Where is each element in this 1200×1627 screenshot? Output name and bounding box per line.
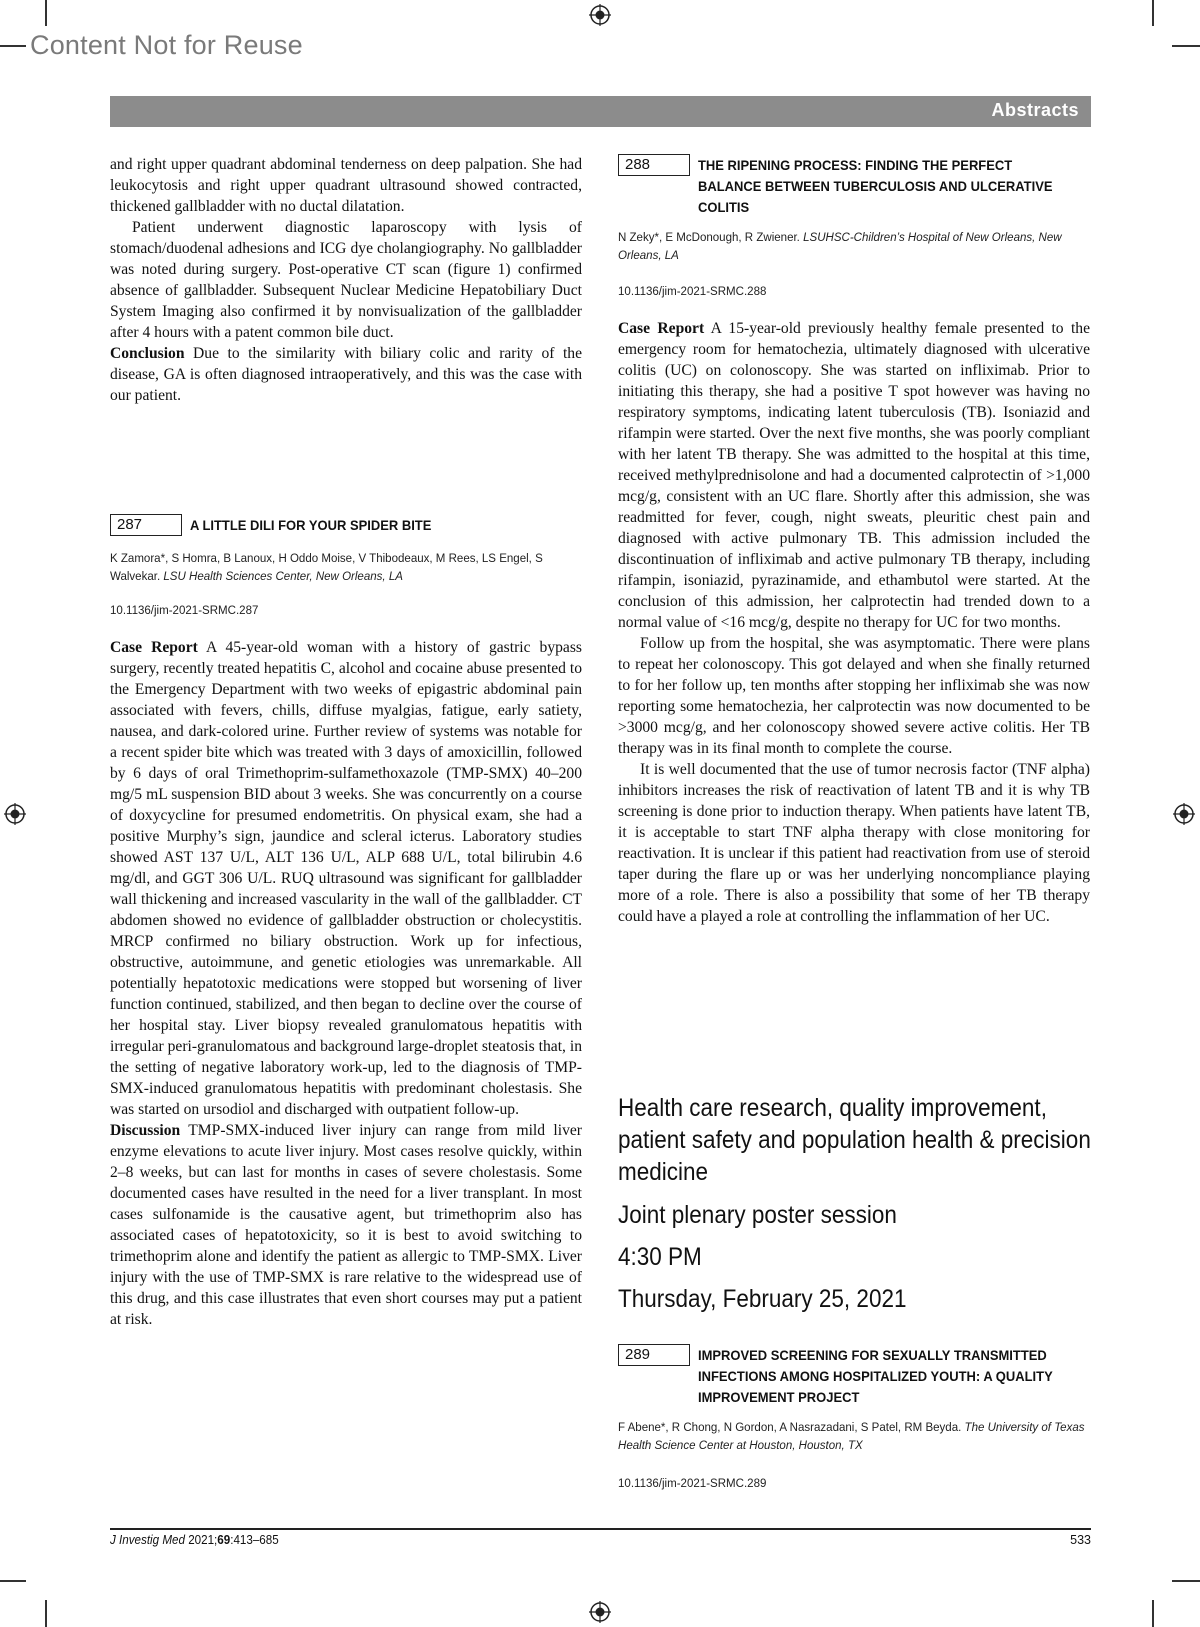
page-number: 533 (1070, 1533, 1091, 1547)
registration-mark-icon (589, 1601, 611, 1623)
abstract-287-body (110, 637, 582, 1330)
author-list: F Abene*, R Chong, N Gordon, A Nasrazadani, S Patel, RM Beyda. (618, 1420, 962, 1434)
session-time-block (618, 1241, 1098, 1273)
author-list: K Zamora*, S Homra, B Lanoux, H Oddo Moise, V Thibodeaux, M Rees, LS Engel, S Walvekar. (110, 551, 543, 583)
watermark: Content Not for Reuse (30, 30, 303, 60)
abstract-289-doi: 10.1136/jim-2021-SRMC.289 (618, 1476, 767, 1490)
journal-name: J Investig Med (110, 1533, 185, 1547)
abstract-title: THE RIPENING PROCESS: FINDING THE PERFECT BALANCE BETWEEN TUBERCULOSIS AND ULCERATIVE COLITIS (698, 158, 1053, 215)
journal-volume: 69 (217, 1533, 231, 1547)
affiliation: LSU Health Sciences Center, New Orleans, LA (163, 569, 403, 583)
author-list: N Zeky*, E McDonough, R Zwiener. (618, 230, 800, 244)
case-report-text: A 15-year-old previously healthy female presented to the emergency room for hematochezia, ultimately diagnosed with ulcerative colitis (UC) on colonoscopy. She was started on infliximab. Prior to initiating this therapy, she had a positive T spot however was having no respiratory symptoms, indicating latent tuberculosis (TB). Isoniazid and rifampin were started. Over the next five months, she was poorly compliant with her latent TB therapy. She was admitted to the hospital at this time, received methylprednisolone and had a documented calprotectin of >1,000 mcg/g, consistent with an UC flare. Shortly after this admission, she was readmitted for fever, cough, night sweats, pleuritic chest pain and diagnosed with active pulmonary TB. This admission included the discontinuation of infliximab and active pulmonary TB therapy, including rifampin, isoniazid, pyrazinamide, and ethambutol were started. At the conclusion of this admission, her calprotectin had trended down to a normal value of <16 mcg/g, despite no therapy for UC for two months. (618, 320, 1090, 631)
crop-mark (1172, 1580, 1200, 1582)
crop-mark (0, 1580, 26, 1582)
session-subtitle: Joint plenary poster session (618, 1201, 897, 1229)
abstract-title: IMPROVED SCREENING FOR SEXUALLY TRANSMITTED INFECTIONS AMONG HOSPITALIZED YOUTH: A QUALITY IMPROVEMENT PROJECT (698, 1348, 1053, 1405)
crop-mark (45, 0, 47, 26)
registration-mark-icon (589, 4, 611, 26)
abstract-number-box: 289 (618, 1344, 690, 1366)
journal-year: 2021; (188, 1533, 218, 1547)
paragraph: It is well documented that the use of tumor necrosis factor (TNF alpha) inhibitors increases the risk of reactivation of latent TB and it is why TB screening is done prior to induction therapy. When patients have latent TB, it is acceptable to start TNF alpha therapy with close monitoring for reactivation. It is unclear if this patient had reactivation from use of steroid taper during the flare up or was her underlying noncompliance playing more of a role. There is also a possibility that some of her TB therapy could have a played a role at controlling the inflammation of her UC. (618, 761, 1090, 925)
session-time: 4:30 PM (618, 1243, 702, 1271)
crop-mark (1152, 0, 1154, 26)
session-subtitle-block (618, 1199, 1098, 1231)
left-continuation-text (110, 154, 582, 406)
paragraph: and right upper quadrant abdominal tenderness on deep palpation. She had leukocytosis and right upper quadrant ultrasound showed contracted, thickened gallbladder with no ductal dilatation. (110, 156, 582, 215)
footer-rule (110, 1528, 1091, 1530)
section-header-title: Abstracts (991, 100, 1079, 120)
abstract-288-doi: 10.1136/jim-2021-SRMC.288 (618, 284, 767, 298)
session-date-block (618, 1283, 1098, 1315)
crop-mark (0, 45, 26, 47)
conclusion-text: Due to the similarity with biliary colic and rarity of the disease, GA is often diagnosed intraoperatively, and this was the case with our patient. (110, 345, 582, 404)
discussion-label: Discussion (110, 1122, 181, 1139)
paragraph: Follow up from the hospital, she was asymptomatic. There were plans to repeat her colonoscopy. This got delayed and when she finally returned to for her follow up, ten months after stopping her infliximab she was now reporting some hematochezia, her calprotectin was now documented to be >3000 mcg/g, and her colonoscopy showed severe active colitis. Her TB therapy was in its final month to complete the course. (618, 635, 1090, 757)
crop-mark (1152, 1600, 1154, 1627)
case-report-text: A 45-year-old woman with a history of gastric bypass surgery, recently treated hepatitis C, alcohol and cocaine abuse presented to the Emergency Department with two weeks of epigastric abdominal pain associated with fevers, chills, diffuse myalgias, fatigue, early satiety, nausea, and dark-colored urine. Further review of systems was notable for a recent spider bite which was treated with 3 days of amoxicillin, followed by 6 days of oral Trimethoprim-sulfamethoxazole (TMP-SMX) 40–200 mg/5 mL suspension BID about 3 weeks. She was concurrently on a course of doxycycline for presumed endometritis. On physical exam, she had a positive Murphy’s sign, jaundice and scleral icterus. Laboratory studies showed AST 137 U/L, ALT 136 U/L, ALP 688 U/L, total bilirubin 4.6 mg/dl, and GGT 306 U/L. RUQ ultrasound was significant for gallbladder wall thickening and increased vascularity in the wall of the gallbladder. CT abdomen showed no evidence of gallbladder obstruction or cholecystitis. MRCP confirmed no biliary obstruction. Work up for infectious, obstructive, autoimmune, and genetic etiologies was unremarkable. All potentially hepatotoxic medications were stopped but worsening of liver function continued, stabilized, and then began to decline over the course of her hospital stay. Liver biopsy revealed granulomatous hepatitis with irregular peri-granulomatous and background large-droplet steatosis that, in the setting of negative laboratory work-up, led to the diagnosis of TMP-SMX-induced granulomatous hepatitis with predominant cholestasis. She was started on ursodiol and discharged with outpatient follow-up. (110, 639, 582, 1118)
session-title: Health care research, quality improvement, patient safety and population health & precision medicine (618, 1094, 1091, 1186)
abstract-288-authors (618, 228, 1088, 264)
journal-pages: :413–685 (230, 1533, 279, 1547)
abstract-289-authors (618, 1418, 1088, 1454)
conclusion-paragraph (110, 343, 582, 406)
conclusion-label: Conclusion (110, 345, 185, 362)
case-report-paragraph (618, 318, 1090, 633)
session-heading (618, 1092, 1098, 1188)
abstract-288-body (618, 318, 1090, 927)
crop-mark (45, 1600, 47, 1627)
session-date: Thursday, February 25, 2021 (618, 1285, 907, 1313)
abstract-287-authors (110, 549, 580, 585)
discussion-text: TMP-SMX-induced liver injury can range from mild liver enzyme elevations to acute liver injury. Most cases resolve quickly, within 2–8 weeks, but can last for months in cases of severe cholestasis. Some documented cases have resulted in the need for a liver transplant. In most cases sulfonamide is the causative agent, but trimethoprim also has associated cases of hepatotoxicity, so it is best to avoid switching to trimethoprim alone and identify the patient as allergic to TMP-SMX. Liver injury with the use of TMP-SMX is rare relative to the widespread use of this drug, and this case illustrates that even short courses may put a patient at risk. (110, 1122, 582, 1328)
crop-mark (1172, 45, 1200, 47)
case-report-label: Case Report (110, 639, 198, 656)
abstract-title: A LITTLE DILI FOR YOUR SPIDER BITE (190, 518, 432, 533)
registration-mark-icon (4, 803, 26, 825)
affiliation: The University of Texas Health Science Center at Houston, Houston, TX (618, 1420, 1085, 1452)
discussion-paragraph (110, 1120, 582, 1330)
abstract-number-box: 287 (110, 514, 182, 536)
section-header-bar (110, 96, 1091, 127)
abstract-287-doi: 10.1136/jim-2021-SRMC.287 (110, 603, 259, 617)
abstract-number-box: 288 (618, 154, 690, 176)
journal-citation (110, 1533, 279, 1547)
case-report-label: Case Report (618, 320, 705, 337)
paragraph: Patient underwent diagnostic laparoscopy with lysis of stomach/duodenal adhesions and ICG dye cholangiography. No gallbladder was noted during surgery. Post-operative CT scan (figure 1) confirmed absence of gallbladder. Subsequent Nuclear Medicine Hepatobiliary Duct System Imaging also confirmed it by nonvisualization of the gallbladder after 4 hours with a patent common bile duct. (110, 219, 582, 341)
registration-mark-icon (1173, 803, 1195, 825)
case-report-paragraph (110, 637, 582, 1120)
affiliation: LSUHSC-Children’s Hospital of New Orleans, New Orleans, LA (618, 230, 1062, 262)
